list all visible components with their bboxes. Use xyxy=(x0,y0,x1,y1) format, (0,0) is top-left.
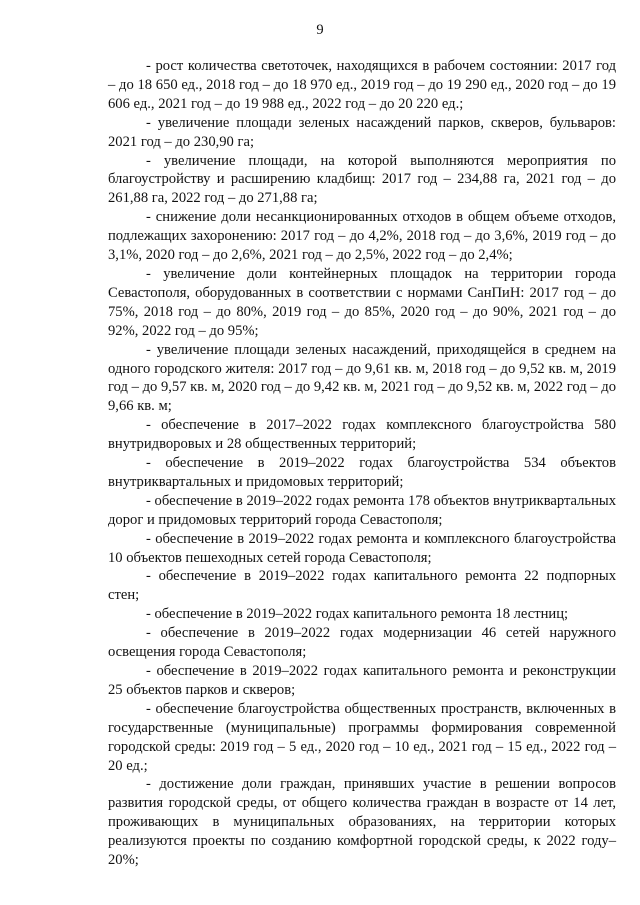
list-item: - обеспечение в 2019–2022 годах ремонта 178 объектов внутриквартальных дорог и придомовых территорий города Севастополя; xyxy=(108,492,616,528)
list-item: - обеспечение в 2019–2022 годах капитального ремонта 22 подпорных стен; xyxy=(108,568,616,604)
list-item: - увеличение площади зеленых насаждений парков, скверов, бульваров: 2021 год – до 230,90 га; xyxy=(108,114,616,150)
list-item: - обеспечение в 2019–2022 годах модернизации 46 сетей наружного освещения города Севастополя; xyxy=(108,625,616,661)
list-item: - увеличение площади зеленых насаждений, приходящейся в среднем на одного городского жителя: 2017 год – до 9,61 кв. м, 2018 год – до 9,52 кв. м, 2019 год – до 9,57 кв. м, 2020 год – до 9,42 кв. м, 2021 год – до 9,52 кв. м, 2022 год – до 9,66 кв. м; xyxy=(108,341,616,415)
list-item: - обеспечение в 2019–2022 годах ремонта и комплексного благоустройства 10 объектов пешеходных сетей города Севастополя; xyxy=(108,530,616,566)
list-item: - обеспечение в 2019–2022 годах благоустройства 534 объектов внутриквартальных и придомовых территорий; xyxy=(108,455,616,490)
page-number: 9 xyxy=(316,22,324,38)
list-item: - обеспечение в 2019–2022 годах капитального ремонта 18 лестниц; xyxy=(146,606,569,623)
list-item: - достижение доли граждан, принявших участие в решении вопросов развития городской среды, от общего количества граждан в возрасте от 14 лет, проживающих в муниципальных образованиях, на территории которых реализуются проекты по созданию комфортной городской среды, к 2022 году–20%; xyxy=(108,776,616,869)
list-item: - снижение доли несанкционированных отходов в общем объеме отходов, подлежащих захоронению: 2017 год – до 4,2%, 2018 год – до 3,6%, 2019 год – до 3,1%, 2020 год – до 2,6%, 2021 год – до 2,5%, 2022 год – до 2,4%; xyxy=(108,209,616,264)
list-item: - увеличение площади, на которой выполняются мероприятия по благоустройству и расширению кладбищ: 2017 год – 234,88 га, 2021 год – до 261,88 га, 2022 год – до 271,88 га; xyxy=(108,152,616,207)
list-item: - рост количества светоточек, находящихся в рабочем состоянии: 2017 год – до 18 650 ед., 2018 год – до 18 970 ед., 2019 год – до 19 290 ед., 2020 год – до 19 606 ед., 2021 год – до 19 988 ед., 2022 год – до 20 220 ед.; xyxy=(108,58,616,112)
list-item: - обеспечение в 2017–2022 годах комплексного благоустройства 580 внутридворовых и 28 общественных территорий; xyxy=(108,417,616,453)
document-body xyxy=(108,57,616,870)
list-item: - увеличение доли контейнерных площадок на территории города Севастополя, оборудованных в соответствии с нормами СанПиН: 2017 год – до 75%, 2018 год – до 80%, 2019 год – до 85%, 2020 год – до 90%, 2021 год – до 92%, 2022 год – до 95%; xyxy=(108,265,616,339)
list-item: - обеспечение благоустройства общественных пространств, включенных в государственные (муниципальные) программы формирования современной городской среды: 2019 год – 5 ед., 2020 год – 10 ед., 2021 год – 15 ед., 2022 год – 20 ед.; xyxy=(108,700,616,774)
list-item: - обеспечение в 2019–2022 годах капитального ремонта и реконструкции 25 объектов парков и скверов; xyxy=(108,663,616,698)
